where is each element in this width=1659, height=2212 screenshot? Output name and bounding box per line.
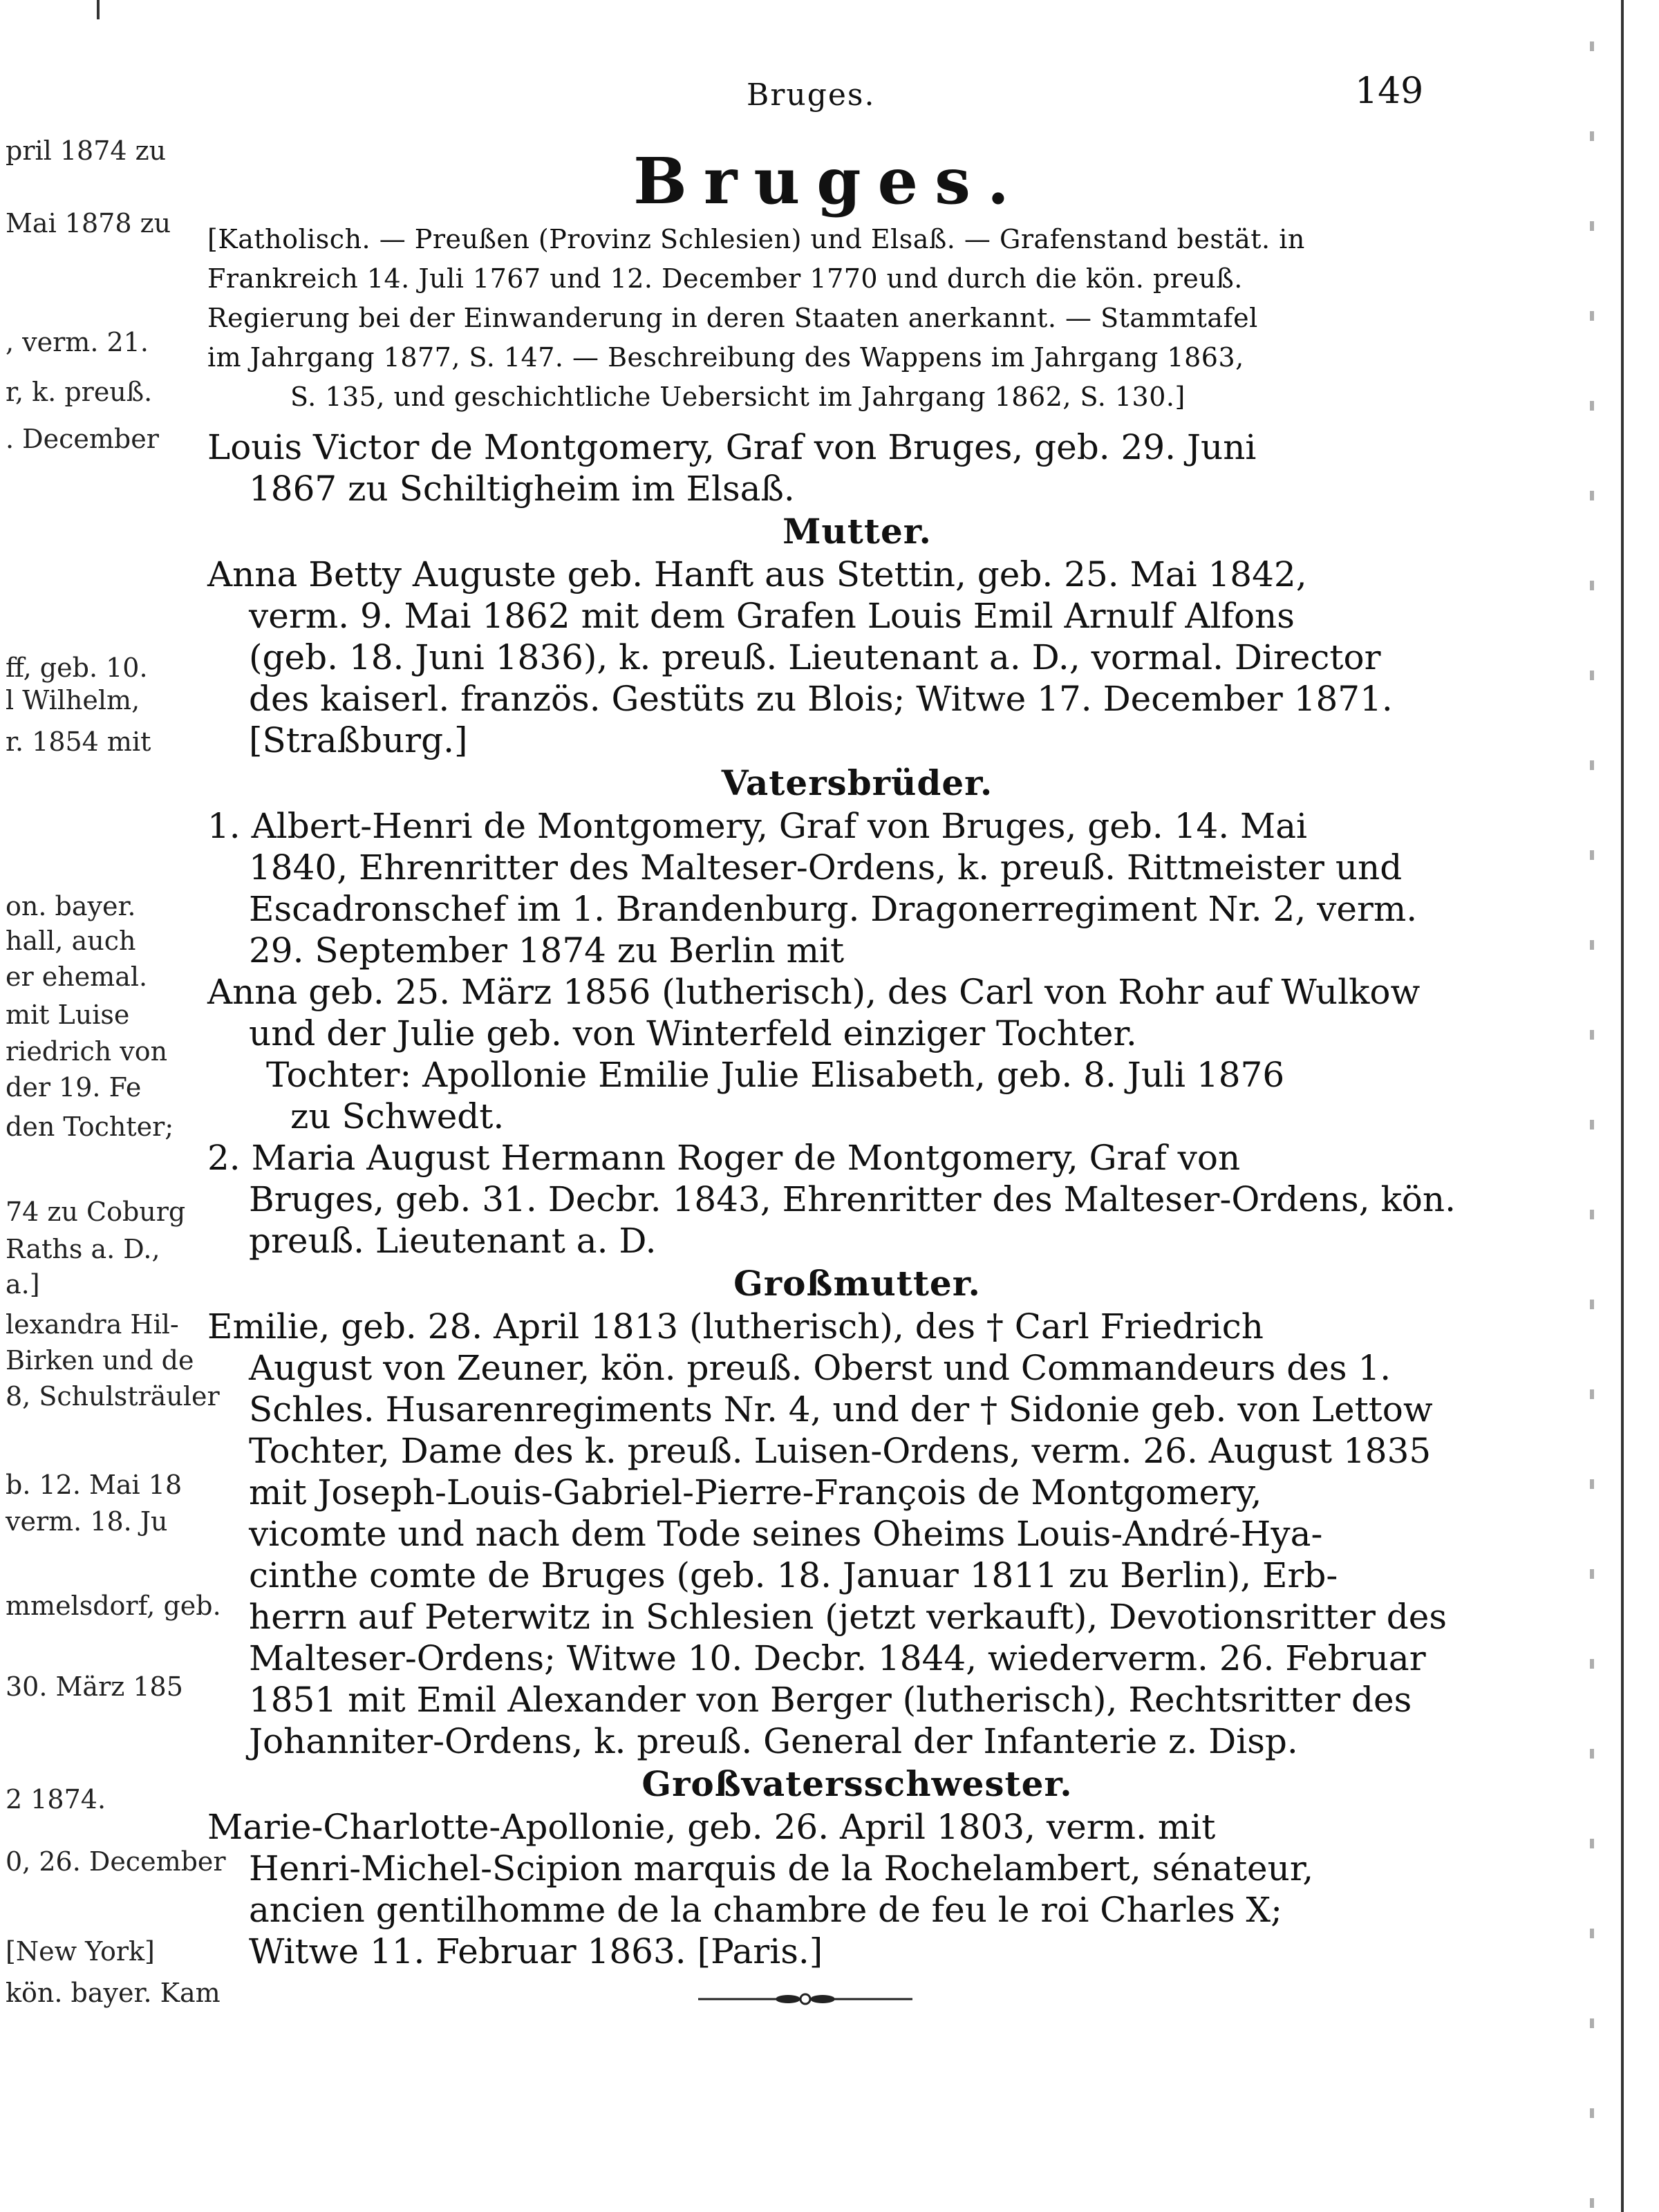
- entry-line: Henri-Michel-Scipion marquis de la Rochelambert, sénateur,: [249, 1848, 1314, 1888]
- entry-line: Schles. Husarenregiments Nr. 4, und der † Sidonie geb. von Lettow: [249, 1389, 1433, 1430]
- entry-line: Witwe 11. Februar 1863. [Paris.]: [249, 1931, 823, 1971]
- entry-body: [207, 220, 1456, 1972]
- section: [207, 509, 1452, 761]
- scan-dash-marks: [1590, 0, 1594, 2212]
- entry-line: Bruges, geb. 31. Decbr. 1843, Ehrenritter des Malteser-Ordens, kön.: [249, 1179, 1456, 1219]
- section: [207, 1762, 1452, 1972]
- entry-line: cinthe comte de Bruges (geb. 18. Januar 1811 zu Berlin), Erb-: [249, 1555, 1338, 1595]
- entry-line: 2. Maria August Hermann Roger de Montgomery, Graf von: [207, 1138, 1241, 1178]
- margin-fragment: lexandra Hil-: [6, 1309, 179, 1340]
- margin-fragment: , verm. 21.: [6, 327, 149, 357]
- margin-fragment: 0, 26. December: [6, 1846, 226, 1877]
- entry-line: 1840, Ehrenritter des Malteser-Ordens, k. preuß. Rittmeister und: [249, 847, 1403, 888]
- entry-line: 1851 mit Emil Alexander von Berger (lutherisch), Rechtsritter des: [249, 1680, 1412, 1720]
- entry-line: Anna geb. 25. März 1856 (lutherisch), des Carl von Rohr auf Wulkow: [207, 972, 1421, 1012]
- end-ornament: [698, 1991, 912, 2007]
- section-heading: Großmutter.: [733, 1263, 981, 1304]
- entry-line: Malteser-Ordens; Witwe 10. Decbr. 1844, wiederverm. 26. Februar: [249, 1638, 1426, 1678]
- margin-fragment: Birken und de: [6, 1345, 194, 1376]
- entry-line: Johanniter-Ordens, k. preuß. General der Infanterie z. Disp.: [249, 1721, 1298, 1761]
- page-number: 149: [1355, 71, 1424, 112]
- entry-line: mit Joseph-Louis-Gabriel-Pierre-François de Montgomery,: [249, 1472, 1262, 1512]
- intro-line: Frankreich 14. Juli 1767 und 12. December 1770 und durch die kön. preuß.: [207, 263, 1243, 294]
- entry-line: 29. September 1874 zu Berlin mit: [249, 930, 845, 971]
- section: [207, 1262, 1452, 1762]
- page-edge-rule: [1621, 0, 1624, 2212]
- entry-line: preuß. Lieutenant a. D.: [249, 1221, 657, 1261]
- head-person-block: [207, 427, 1452, 509]
- intro-line: im Jahrgang 1877, S. 147. — Beschreibung des Wappens im Jahrgang 1863,: [207, 342, 1244, 373]
- section-heading: Mutter.: [782, 511, 932, 552]
- entry-line: ancien gentilhomme de la chambre de feu le roi Charles X;: [249, 1890, 1282, 1930]
- entry-line: und der Julie geb. von Winterfeld einziger Tochter.: [249, 1013, 1137, 1053]
- intro-line: [Katholisch. — Preußen (Provinz Schlesien) und Elsaß. — Grafenstand bestät. in: [207, 224, 1305, 254]
- entry-line: Tochter: Apollonie Emilie Julie Elisabeth, geb. 8. Juli 1876: [266, 1055, 1285, 1095]
- margin-fragment: ff, geb. 10.: [6, 653, 148, 683]
- margin-fragment: hall, auch: [6, 926, 136, 956]
- entry-line: Escadronschef im 1. Brandenburg. Dragonerregiment Nr. 2, verm.: [249, 889, 1418, 929]
- margin-fragment: Raths a. D.,: [6, 1234, 160, 1264]
- margin-fragment: b. 12. Mai 18: [6, 1470, 182, 1500]
- margin-fragment: Mai 1878 zu: [6, 208, 171, 238]
- margin-fragment: l Wilhelm,: [6, 685, 140, 715]
- entry-line: verm. 9. Mai 1862 mit dem Grafen Louis Emil Arnulf Alfons: [249, 596, 1295, 636]
- entry-line: Anna Betty Auguste geb. Hanft aus Stettin, geb. 25. Mai 1842,: [207, 554, 1307, 594]
- margin-fragment: r, k. preuß.: [6, 377, 153, 407]
- margin-fragment: verm. 18. Ju: [6, 1506, 168, 1537]
- entry-line: 1. Albert-Henri de Montgomery, Graf von Bruges, geb. 14. Mai: [207, 806, 1308, 846]
- margin-fragment: mit Luise: [6, 1000, 130, 1030]
- intro-line: Regierung bei der Einwanderung in deren Staaten anerkannt. — Stammtafel: [207, 303, 1258, 333]
- margin-fragment: der 19. Fe: [6, 1072, 142, 1103]
- margin-fragment: den Tochter;: [6, 1112, 174, 1142]
- entry-line: Emilie, geb. 28. April 1813 (lutherisch), des † Carl Friedrich: [207, 1306, 1264, 1347]
- margin-fragment: er ehemal.: [6, 962, 148, 992]
- head-person-line: Louis Victor de Montgomery, Graf von Bruges, geb. 29. Juni: [207, 427, 1257, 467]
- entry-line: August von Zeuner, kön. preuß. Oberst und Commandeurs des 1.: [249, 1348, 1391, 1388]
- intro-line: S. 135, und geschichtliche Uebersicht im Jahrgang 1862, S. 130.]: [290, 382, 1185, 412]
- section-heading: Vatersbrüder.: [721, 762, 993, 803]
- entry-line: des kaiserl. französ. Gestüts zu Blois; Witwe 17. December 1871.: [249, 679, 1393, 719]
- margin-fragment: [New York]: [6, 1936, 155, 1967]
- margin-fragment: kön. bayer. Kam: [6, 1978, 221, 2008]
- section: [207, 761, 1456, 1262]
- margin-fragment: r. 1854 mit: [6, 727, 151, 757]
- margin-fragment: 30. März 185: [6, 1671, 183, 1702]
- margin-fragment: a.]: [6, 1269, 40, 1300]
- section-heading: Großvatersschwester.: [641, 1763, 1073, 1804]
- entry-line: zu Schwedt.: [290, 1096, 505, 1136]
- margin-fragment: on. bayer.: [6, 891, 136, 921]
- running-head: Bruges.: [747, 77, 876, 113]
- left-margin-bleed-through: [0, 0, 226, 2212]
- margin-fragment: riedrich von: [6, 1036, 168, 1067]
- entry-line: Marie-Charlotte-Apollonie, geb. 26. April 1803, verm. mit: [207, 1807, 1216, 1847]
- family-sections: [207, 509, 1456, 1972]
- margin-fragment: 8, Schulsträuler: [6, 1381, 220, 1412]
- entry-line: Tochter, Dame des k. preuß. Luisen-Ordens, verm. 26. August 1835: [249, 1431, 1432, 1471]
- entry-line: herrn auf Peterwitz in Schlesien (jetzt verkauft), Devotionsritter des: [249, 1597, 1447, 1637]
- margin-fragment: pril 1874 zu: [6, 135, 167, 166]
- entry-line: [Straßburg.]: [249, 720, 468, 760]
- margin-fragment: 74 zu Coburg: [6, 1197, 186, 1227]
- entry-line: vicomte und nach dem Tode seines Oheims Louis-André-Hya-: [249, 1514, 1323, 1554]
- margin-fragment: 2 1874.: [6, 1784, 106, 1815]
- entry-line: (geb. 18. Juni 1836), k. preuß. Lieutenant a. D., vormal. Director: [249, 637, 1381, 677]
- head-person-line: 1867 zu Schiltigheim im Elsaß.: [249, 469, 795, 509]
- page-title: Bruges.: [633, 144, 1026, 218]
- margin-fragment: . December: [6, 424, 159, 454]
- margin-fragment: mmelsdorf, geb.: [6, 1591, 221, 1621]
- intro-block: [207, 220, 1452, 417]
